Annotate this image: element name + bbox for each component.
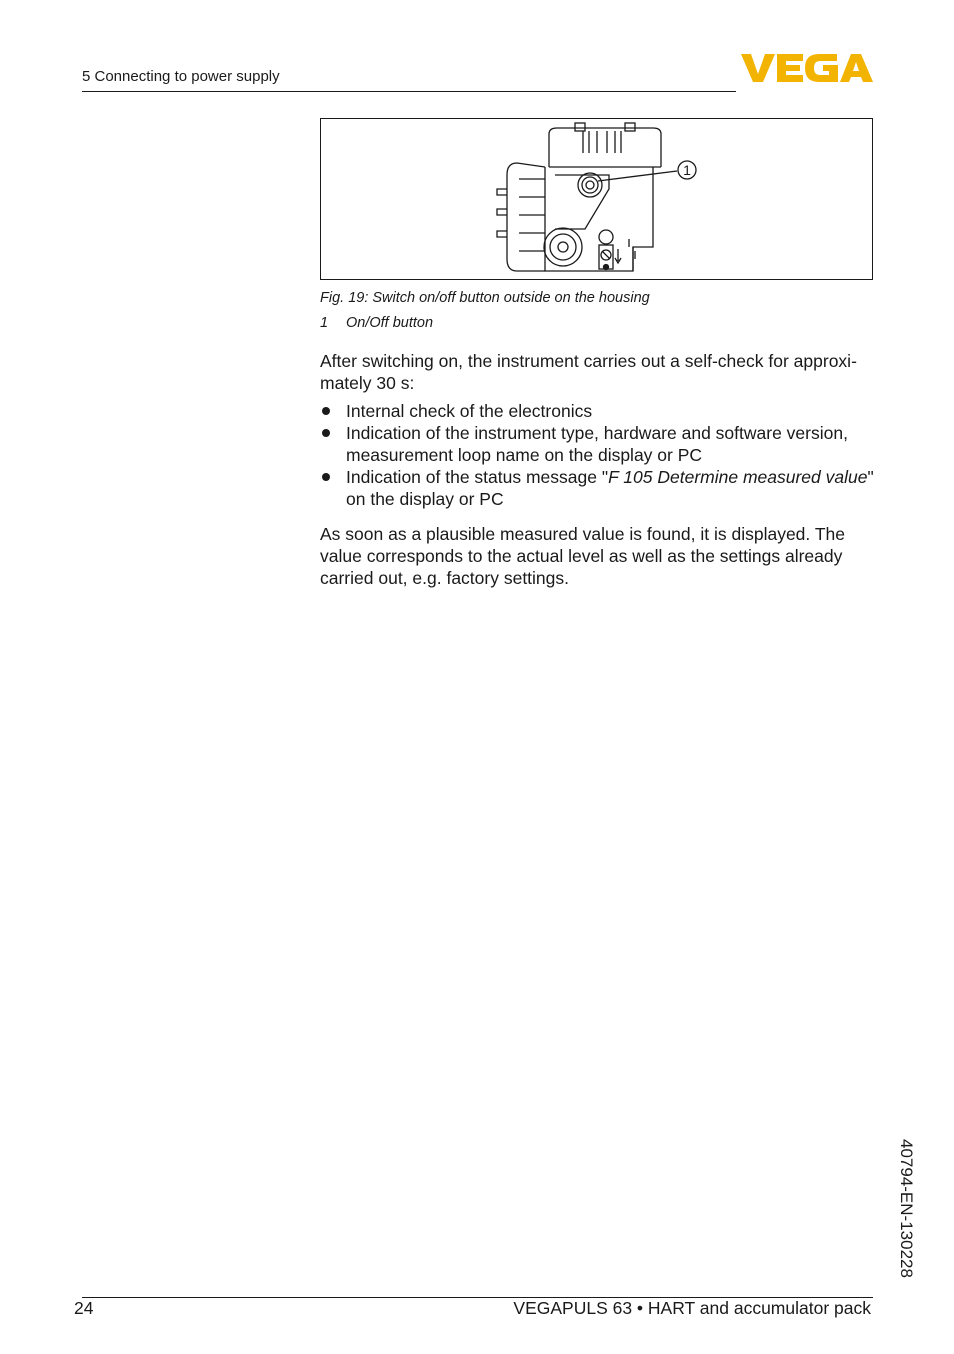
page-number: 24: [74, 1298, 94, 1318]
intro-paragraph: After switching on, the instrument carries out a self-check for approxi-mately 30 s:: [320, 351, 857, 393]
list-item: [320, 466, 875, 510]
list-item: [320, 400, 875, 422]
self-check-list: [320, 400, 875, 510]
closing-paragraph: As soon as a plausible measured value is found, it is displayed. The value corresponds to the actual level as well as the settings already carried out, e.g. factory settings.: [320, 524, 845, 588]
logo-letter-g: [805, 54, 838, 82]
figure-caption: Fig. 19: Switch on/off button outside on the housing: [320, 290, 650, 306]
legend-number: 1: [320, 315, 329, 331]
callout-number: 1: [683, 162, 691, 178]
housing-illustration: [321, 119, 874, 281]
list-item-text: Indication of the instrument type, hardware and software version, measurement loop name on the display or PC: [346, 423, 848, 465]
logo-letter-v: [741, 54, 775, 82]
figure-housing-drawing: [320, 118, 873, 280]
header-rule: [82, 91, 736, 92]
running-header: 5 Connecting to power supply: [82, 68, 280, 85]
bullet-dot: [322, 429, 330, 437]
list-item-text-post: " on the display or PC: [346, 467, 874, 509]
legend-label: On/Off button: [346, 315, 434, 331]
status-message-name: F 105 Determine measured value: [608, 467, 868, 487]
bullet-dot: [322, 407, 330, 415]
list-item-text-pre: Indication of the status message ": [346, 467, 609, 487]
logo-letter-a: [840, 54, 873, 82]
bullet-dot: [322, 473, 330, 481]
logo-letter-e: [777, 54, 803, 82]
vega-logo: [741, 52, 873, 84]
footer-title: VEGAPULS 63 • HART and accumulator pack: [513, 1298, 871, 1318]
document-code: 40794-EN-130228: [897, 1139, 916, 1278]
list-item-text: Internal check of the electronics: [346, 401, 593, 421]
list-item: [320, 422, 875, 466]
figure-legend-item: [320, 315, 433, 331]
